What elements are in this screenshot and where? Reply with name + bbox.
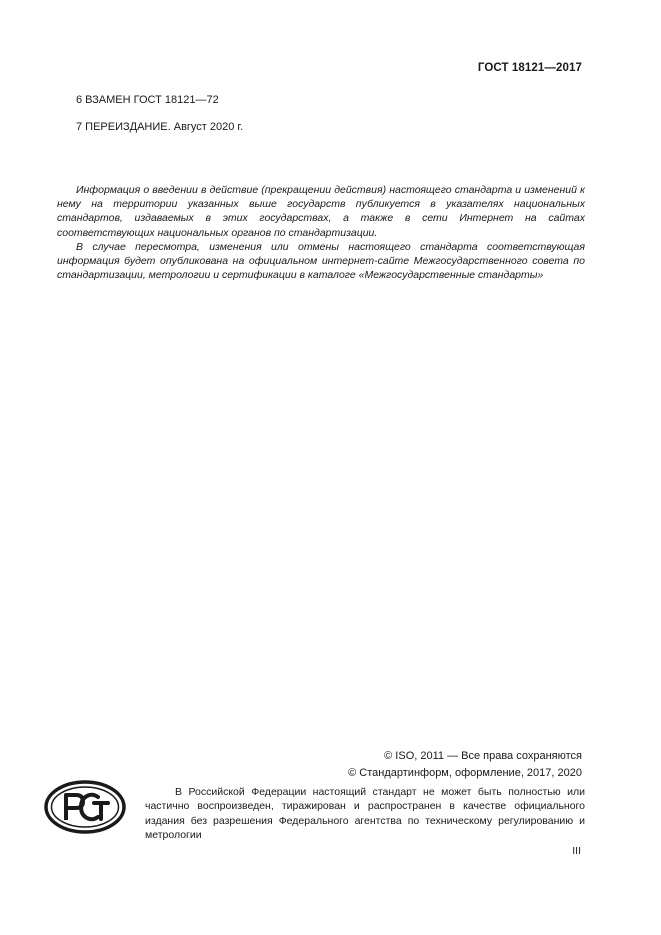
document-code: ГОСТ 18121—2017 bbox=[477, 62, 582, 74]
item-replaces: 6 ВЗАМЕН ГОСТ 18121—72 bbox=[76, 94, 219, 106]
info-block bbox=[57, 183, 585, 282]
copyright-iso: © ISO, 2011 — Все права сохраняются bbox=[384, 750, 582, 762]
notice-text: В Российской Федерации настоящий стандарт не может быть полностью или частично воспроизведен, тиражирован и распространен в качестве официального издания без разрешения Федерального агентства по техническому регулированию и метрологии bbox=[145, 786, 585, 841]
reproduction-notice bbox=[145, 785, 585, 842]
page-number: III bbox=[572, 845, 581, 857]
item-reissue: 7 ПЕРЕИЗДАНИЕ. Август 2020 г. bbox=[76, 121, 244, 133]
copyright-block bbox=[348, 748, 582, 781]
rst-certification-mark-icon bbox=[44, 780, 126, 834]
copyright-standartinform: © Стандартинформ, оформление, 2017, 2020 bbox=[348, 766, 582, 779]
info-paragraph-enactment: Информация о введении в действие (прекращении действия) настоящего стандарта и изменений к нему на территории указанных выше государств публикуется в указателях национальных стандартов, издаваемых в этих государствах, а также в сети Интернет на сайтах соответствующих национальных органов по стандартизации. bbox=[57, 184, 585, 239]
info-paragraph-revision: В случае пересмотра, изменения или отмены настоящего стандарта соответствующая информация будет опубликована на официальном интернет-сайте Межгосударственного совета по стандартизации, метрологии и сертификации в каталоге «Межгосударственные стандарты» bbox=[57, 240, 585, 282]
